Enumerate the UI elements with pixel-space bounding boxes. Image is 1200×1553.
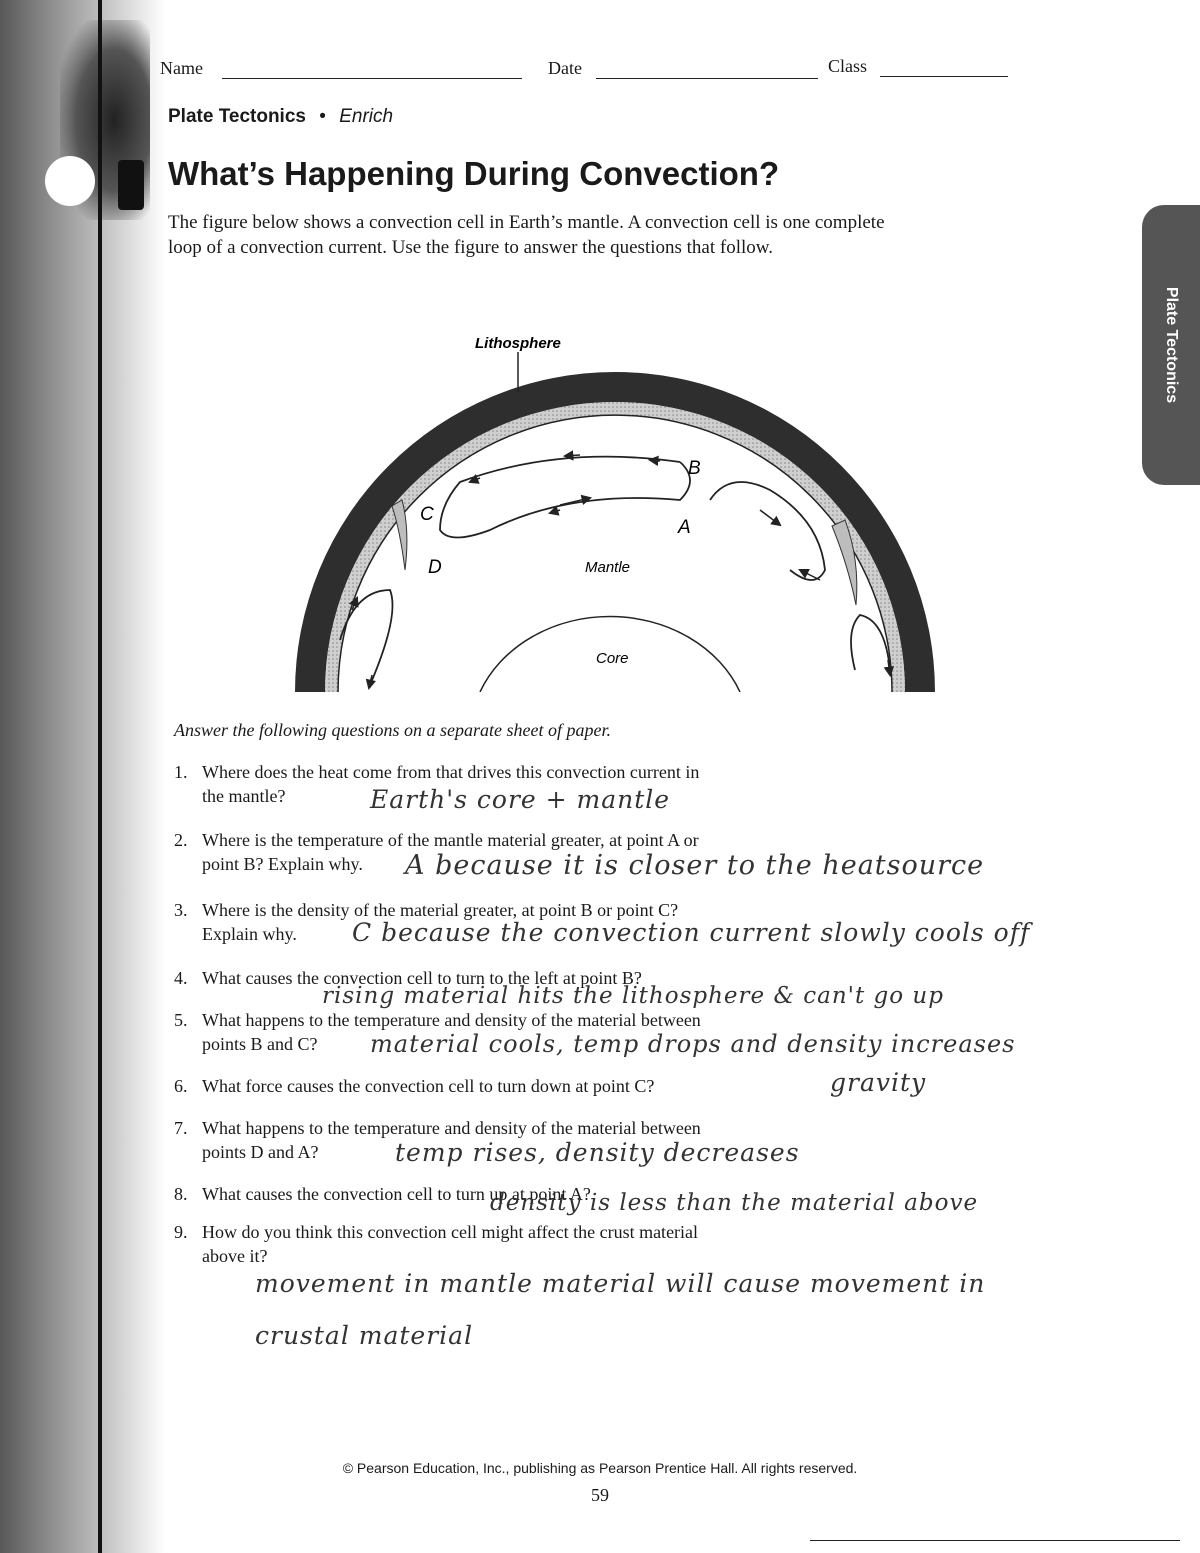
intro-paragraph: The figure below shows a convection cell in Earth’s mantle. A convection cell is one complete loop of a convection current. Use the figure to answer the questions that follow. [168,212,885,258]
section-name: Plate Tectonics [168,106,306,127]
answer-1: Earth's core + mantle [370,785,671,814]
question-text: Where is the density of the material greater, at point B or point C? [202,900,679,920]
question-number: 7. [174,1118,188,1138]
question-number: 2. [174,830,188,850]
question-text: Where does the heat come from that drives this convection current in [202,762,700,782]
question-number: 8. [174,1184,188,1204]
question-text: above it? [202,1246,268,1266]
binding-line [98,0,102,1553]
question-text: the mantle? [202,786,286,806]
class-line [880,76,1008,77]
question-text: Explain why. [202,924,297,944]
point-c-label: C [420,504,434,525]
copyright-footer: © Pearson Education, Inc., publishing as Pearson Prentice Hall. All rights reserved. [342,1460,858,1476]
page-number: 59 [591,1485,609,1505]
answer-4: rising material hits the lithosphere & can't go up [322,983,944,1009]
core-label: Core [596,650,629,667]
right-cell [710,482,825,580]
point-d-label: D [428,557,442,578]
lithosphere-label: Lithosphere [475,335,561,352]
question-text: What happens to the temperature and density of the material between [202,1118,701,1138]
page-title: What’s Happening During Convection? [168,155,780,192]
date-line [596,78,818,79]
question-text: points D and A? [202,1142,319,1162]
answer-7: temp rises, density decreases [395,1138,800,1167]
side-tab [1142,205,1200,485]
question-text: Where is the temperature of the mantle material greater, at point A or [202,830,699,850]
mantle-label: Mantle [585,559,631,576]
date-label: Date [548,58,582,78]
tab-marker [118,160,144,210]
point-b-label: B [688,458,701,479]
instructions: Answer the following questions on a separate sheet of paper. [174,720,611,740]
bottom-rule [810,1540,1180,1541]
question-number: 5. [174,1010,188,1030]
answer-5: material cools, temp drops and density increases [370,1030,1016,1058]
scan-shadow [0,0,165,1553]
question-number: 6. [174,1076,188,1096]
question-text: What happens to the temperature and density of the material between [202,1010,701,1030]
name-label: Name [160,58,203,78]
section-separator: • [319,106,326,127]
answer-3: C because the convection current slowly cools off [352,918,1031,947]
question-text: What causes the convection cell to turn up at point A? [202,1184,591,1204]
point-a-label: A [678,517,691,538]
class-label: Class [828,56,868,76]
answer-9: movement in mantle material will cause movement in crustal material [255,1269,986,1350]
section-type: Enrich [339,106,394,127]
question-text: point B? Explain why. [202,854,363,874]
question-text: What force causes the convection cell to turn down at point C? [202,1076,655,1096]
question-6 [174,1074,894,1098]
question-text: points B and C? [202,1034,318,1054]
convection-loop [440,457,690,538]
question-text: How do you think this convection cell might affect the crust material [202,1222,699,1242]
question-number: 9. [174,1222,188,1242]
answer-8: density is less than the material above [490,1190,979,1216]
section-label [168,106,393,128]
side-tab-label: Plate Tectonics [1163,286,1180,404]
question-number: 1. [174,762,188,782]
convection-figure [260,330,960,700]
name-line [222,78,522,79]
punch-hole [45,156,95,206]
question-number: 3. [174,900,188,920]
slab-left [392,500,407,570]
answer-2: A because it is closer to the heatsource [405,850,985,881]
question-number: 4. [174,968,188,988]
question-text: What causes the convection cell to turn to the left at point B? [202,968,642,988]
answer-6: gravity [830,1068,927,1097]
